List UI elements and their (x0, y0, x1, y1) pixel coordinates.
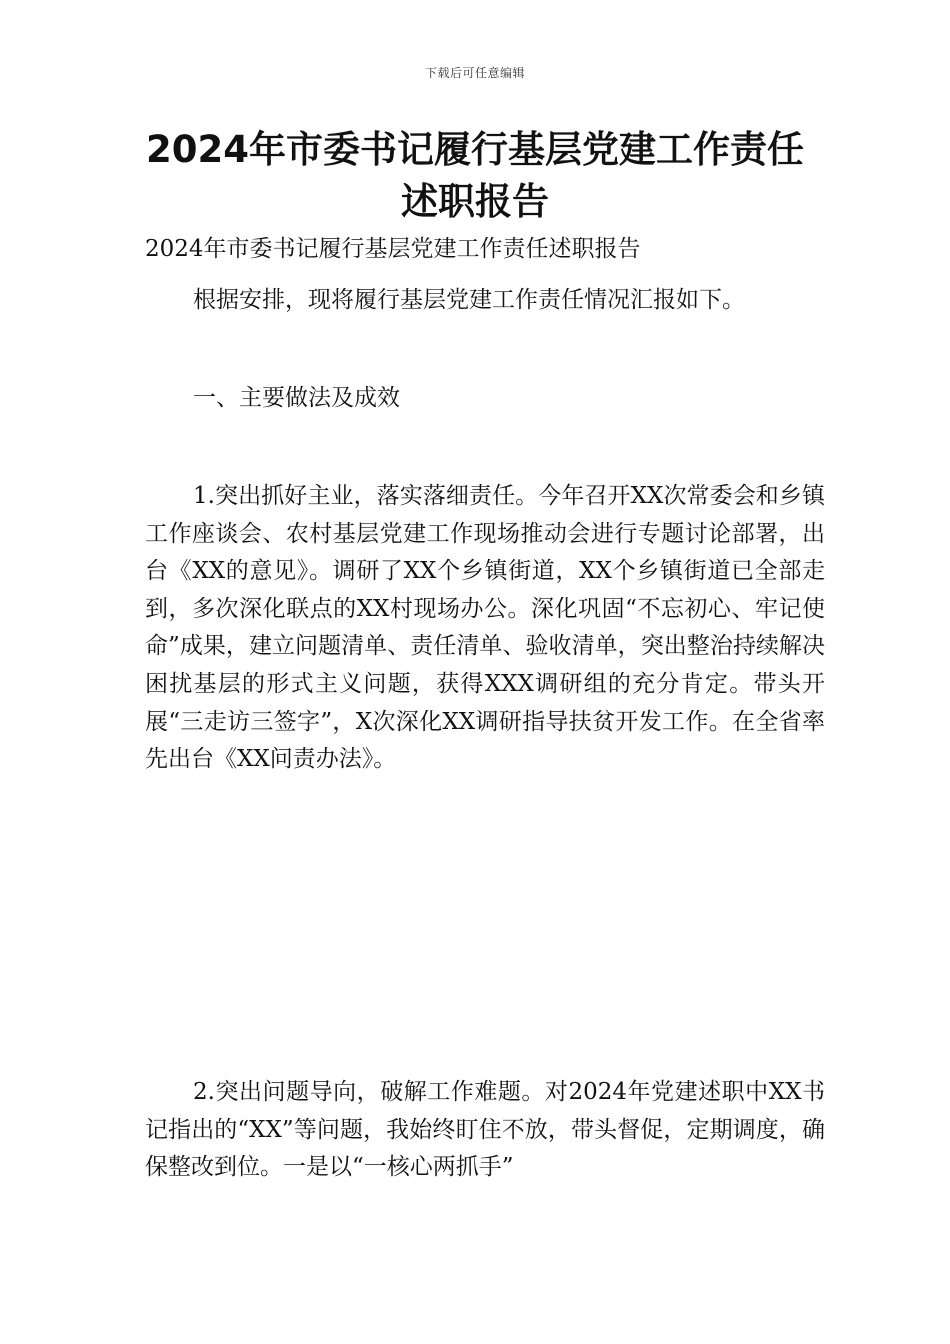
intro-paragraph: 根据安排，现将履行基层党建工作责任情况汇报如下。 (193, 287, 745, 313)
header-note: 下载后可任意编辑 (424, 66, 525, 80)
document-title: 2024年市委书记履行基层党建工作责任述职报告 (146, 128, 804, 223)
point-one-paragraph: 1.突出抓好主业，落实落细责任。今年召开XX次常委会和乡镇工作座谈会、农村基层党建工作现场推动会进行专题讨论部署，出台《XX的意见》。调研了XX个乡镇街道，XX个乡镇街道已全部走到，多次深化联点的XX村现场办公。深化巩固“不忘初心、牢记使命”成果，建立问题清单、责任清单、验收清单，突出整治持续解决困扰基层的形式主义问题，获得XXX调研组的充分肯定。带头开展“三走访三签字”，X次深化XX调研指导扶贫开发工作。在全省率先出台《XX问责办法》。 (145, 483, 825, 773)
document-subtitle: 2024年市委书记履行基层党建工作责任述职报告 (145, 236, 641, 262)
section-one-heading: 一、主要做法及成效 (193, 385, 400, 411)
point-two-paragraph: 2.突出问题导向，破解工作难题。对2024年党建述职中XX书记指出的“XX”等问题，我始终盯住不放，带头督促，定期调度，确保整改到位。一是以“一核心两抓手” (145, 1079, 825, 1181)
